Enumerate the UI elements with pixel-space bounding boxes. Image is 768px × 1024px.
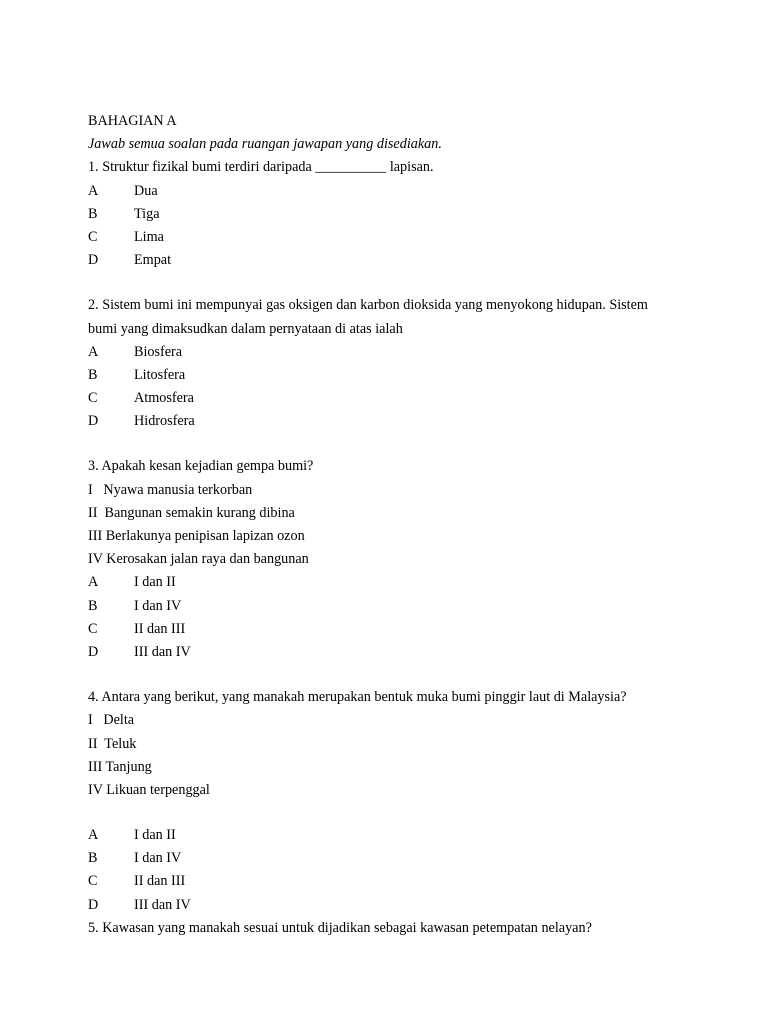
spacer [88, 272, 688, 294]
spacer [88, 433, 688, 455]
option-text: II dan III [134, 620, 186, 637]
option-letter: A [88, 182, 99, 199]
question-4-option-a [88, 824, 688, 847]
option-text: I dan II [134, 574, 176, 591]
question-1-text: 1. Struktur fizikal bumi terdiri daripada __________ lapisan. [88, 159, 434, 176]
option-text: I dan II [134, 827, 176, 844]
question-3-statement-2: II Bangunan semakin kurang dibina [88, 504, 295, 521]
question-2-option-b [88, 364, 688, 387]
question-4-option-c [88, 870, 688, 893]
option-text: Hidrosfera [134, 413, 195, 430]
option-text: Litosfera [134, 366, 186, 383]
question-2-option-a [88, 341, 688, 364]
question-4-option-d [88, 894, 688, 917]
question-4-statement-2: II Teluk [88, 735, 137, 752]
option-letter: B [88, 205, 98, 222]
question-3-option-b [88, 595, 688, 618]
question-4-text: 4. Antara yang berikut, yang manakah merupakan bentuk muka bumi pinggir laut di Malaysia? [88, 689, 627, 706]
option-letter: A [88, 343, 99, 360]
option-letter: D [88, 252, 99, 269]
question-5-text: 5. Kawasan yang manakah sesuai untuk dijadikan sebagai kawasan petempatan nelayan? [88, 919, 592, 936]
option-letter: B [88, 597, 98, 614]
question-3-option-c [88, 618, 688, 641]
question-2-option-d [88, 410, 688, 433]
spacer [88, 802, 688, 824]
question-3-text: 3. Apakah kesan kejadian gempa bumi? [88, 458, 314, 475]
option-text: Lima [134, 228, 164, 245]
question-3-statement-4: IV Kerosakan jalan raya dan bangunan [88, 551, 309, 568]
spacer [88, 664, 688, 686]
option-letter: D [88, 643, 99, 660]
question-3-option-a [88, 571, 688, 594]
question-3-statement-3: III Berlakunya penipisan lapizan ozon [88, 528, 305, 545]
question-4 [88, 686, 688, 917]
question-4-statement-4: IV Likuan terpenggal [88, 781, 210, 798]
question-1-option-a [88, 180, 688, 203]
option-text: III dan IV [134, 896, 191, 913]
section-title: BAHAGIAN A [88, 113, 177, 129]
question-2-text: 2. Sistem bumi ini mempunyai gas oksigen dan karbon dioksida yang menyokong hidupan. Sistem bumi yang dimaksudkan dalam pernyataan di atas ialah [88, 297, 648, 337]
question-1-option-c [88, 226, 688, 249]
question-2 [88, 294, 688, 433]
option-letter: D [88, 413, 99, 430]
option-text: Empat [134, 252, 172, 269]
question-1 [88, 156, 688, 272]
question-3-statement-1: I Nyawa manusia terkorban [88, 481, 253, 498]
question-3 [88, 455, 688, 664]
question-1-option-b [88, 203, 688, 226]
option-letter: D [88, 896, 99, 913]
option-letter: A [88, 827, 99, 844]
document-content [88, 110, 688, 940]
option-text: Tiga [134, 205, 160, 222]
option-letter: C [88, 620, 98, 637]
option-text: Dua [134, 182, 158, 199]
option-letter: B [88, 366, 98, 383]
question-3-option-d [88, 641, 688, 664]
question-5 [88, 917, 688, 940]
option-letter: C [88, 873, 98, 890]
option-letter: A [88, 574, 99, 591]
instruction-text: Jawab semua soalan pada ruangan jawapan yang disediakan. [88, 136, 442, 153]
question-2-option-c [88, 387, 688, 410]
option-text: Biosfera [134, 343, 183, 360]
question-4-statement-1: I Delta [88, 712, 135, 729]
option-text: I dan IV [134, 850, 182, 867]
option-text: I dan IV [134, 597, 182, 614]
question-4-option-b [88, 847, 688, 870]
option-letter: C [88, 228, 98, 245]
question-4-statement-3: III Tanjung [88, 758, 152, 775]
option-text: III dan IV [134, 643, 191, 660]
option-letter: C [88, 390, 98, 407]
question-1-option-d [88, 249, 688, 272]
option-text: II dan III [134, 873, 186, 890]
option-letter: B [88, 850, 98, 867]
option-text: Atmosfera [134, 390, 194, 407]
